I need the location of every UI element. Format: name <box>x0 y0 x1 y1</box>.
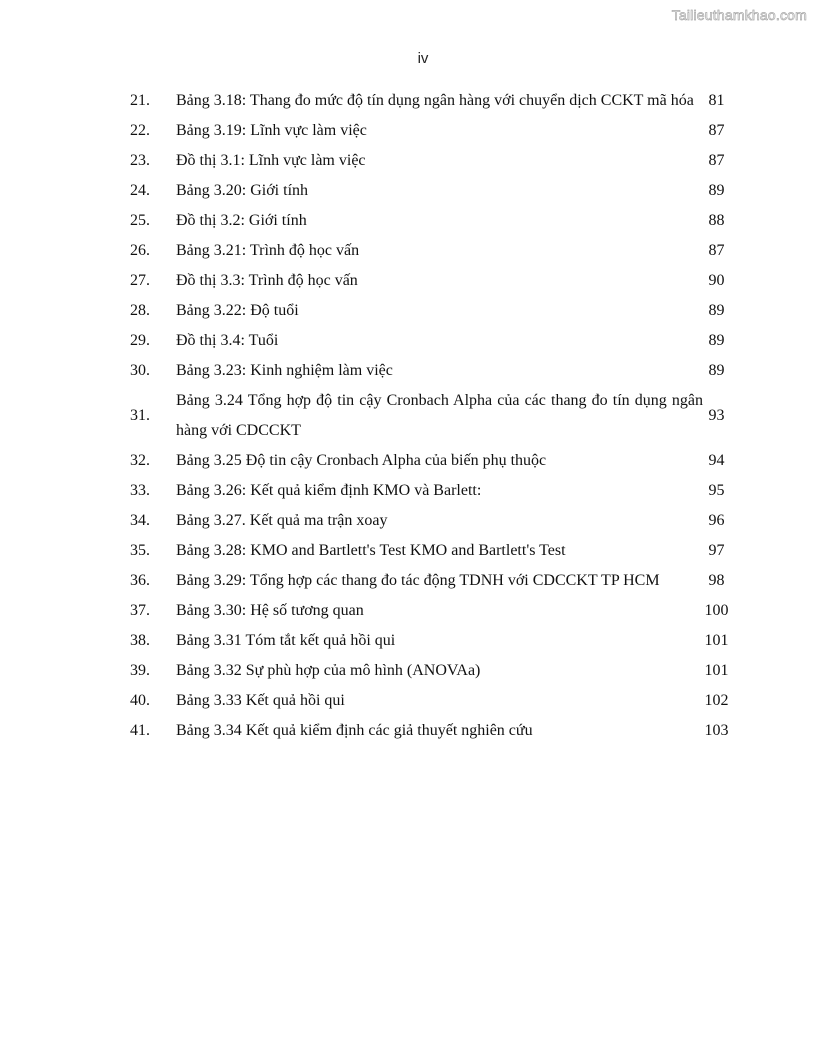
entry-page: 87 <box>708 242 725 259</box>
watermark: Tailieuthamkhao.com <box>671 7 807 23</box>
toc-entry-36 <box>130 566 730 596</box>
entry-title: Bảng 3.20: Giới tính <box>176 182 309 199</box>
entry-page: 87 <box>708 152 725 169</box>
toc-entry-22 <box>130 116 730 146</box>
toc-entry-25 <box>130 206 730 236</box>
entry-page: 81 <box>708 92 725 109</box>
entry-title: Đồ thị 3.4: Tuổi <box>176 332 279 349</box>
entry-number: 33. <box>130 482 150 499</box>
entry-number: 32. <box>130 452 150 469</box>
toc-entry-23 <box>130 146 730 176</box>
entry-number: 38. <box>130 632 150 649</box>
entry-page: 101 <box>704 662 729 679</box>
entry-number: 25. <box>130 212 150 229</box>
entry-page: 94 <box>708 452 725 469</box>
toc-entry-21 <box>130 86 730 116</box>
entry-number: 34. <box>130 512 150 529</box>
toc-entry-38 <box>130 626 730 656</box>
entry-number: 22. <box>130 122 150 139</box>
entry-title: Bảng 3.23: Kinh nghiệm làm việc <box>176 362 393 379</box>
entry-title: Bảng 3.33 Kết quả hồi qui <box>176 692 345 709</box>
entry-page: 95 <box>708 482 725 499</box>
entry-number: 21. <box>130 92 150 109</box>
entry-page: 88 <box>708 212 725 229</box>
table-of-contents <box>130 86 730 746</box>
entry-number: 40. <box>130 692 150 709</box>
entry-page: 102 <box>704 692 729 709</box>
entry-title: Bảng 3.34 Kết quả kiểm định các giả thuyết nghiên cứu <box>176 722 533 739</box>
entry-number: 28. <box>130 302 150 319</box>
entry-title: Bảng 3.30: Hệ số tương quan <box>176 602 364 619</box>
toc-entry-26 <box>130 236 730 266</box>
entry-title: Bảng 3.21: Trình độ học vấn <box>176 242 360 259</box>
entry-page: 90 <box>708 272 725 289</box>
toc-entry-24 <box>130 176 730 206</box>
toc-entry-34 <box>130 506 730 536</box>
entry-title: Bảng 3.18: Thang đo mức độ tín dụng ngân hàng với chuyển dịch CCKT mã hóa <box>176 92 694 109</box>
entry-page: 89 <box>708 182 725 199</box>
entry-number: 23. <box>130 152 150 169</box>
entry-title: Bảng 3.31 Tóm tắt kết quả hồi qui <box>176 632 396 649</box>
entry-page: 89 <box>708 302 725 319</box>
entry-number: 39. <box>130 662 150 679</box>
entry-number: 27. <box>130 272 150 289</box>
entry-page: 89 <box>708 362 725 379</box>
toc-entry-37 <box>130 596 730 626</box>
entry-number: 24. <box>130 182 150 199</box>
toc-entry-40 <box>130 686 730 716</box>
toc-entry-31 <box>130 386 730 446</box>
entry-title: Bảng 3.26: Kết quả kiểm định KMO và Barlett: <box>176 482 482 499</box>
toc-entry-39 <box>130 656 730 686</box>
entry-title: Bảng 3.24 Tổng hợp độ tin cậy Cronbach Alpha của các thang đo tín dụng ngân hàng với CDCCKT <box>176 392 703 439</box>
entry-page: 97 <box>708 542 725 559</box>
entry-page: 100 <box>704 602 729 619</box>
entry-number: 41. <box>130 722 150 739</box>
page-number: iv <box>417 50 429 67</box>
entry-title: Bảng 3.25 Độ tin cậy Cronbach Alpha của biến phụ thuộc <box>176 452 547 469</box>
entry-page: 87 <box>708 122 725 139</box>
entry-title: Bảng 3.28: KMO and Bartlett's Test KMO and Bartlett's Test <box>176 542 566 559</box>
entry-page: 103 <box>704 722 729 739</box>
entry-page: 89 <box>708 332 725 349</box>
toc-entry-30 <box>130 356 730 386</box>
entry-number: 35. <box>130 542 150 559</box>
entry-title: Bảng 3.32 Sự phù hợp của mô hình (ANOVAa) <box>176 662 481 679</box>
entry-number: 31. <box>130 407 150 424</box>
entry-page: 98 <box>708 572 725 589</box>
entry-page: 93 <box>708 407 725 424</box>
entry-number: 30. <box>130 362 150 379</box>
toc-entry-28 <box>130 296 730 326</box>
entry-title: Đồ thị 3.3: Trình độ học vấn <box>176 272 358 289</box>
entry-page: 96 <box>708 512 725 529</box>
entry-number: 29. <box>130 332 150 349</box>
toc-entry-33 <box>130 476 730 506</box>
entry-title: Đồ thị 3.2: Giới tính <box>176 212 307 229</box>
entry-number: 36. <box>130 572 150 589</box>
entry-page: 101 <box>704 632 729 649</box>
entry-title: Bảng 3.19: Lĩnh vực làm việc <box>176 122 367 139</box>
toc-entry-35 <box>130 536 730 566</box>
entry-number: 37. <box>130 602 150 619</box>
toc-entry-27 <box>130 266 730 296</box>
entry-title: Bảng 3.27. Kết quả ma trận xoay <box>176 512 388 529</box>
entry-number: 26. <box>130 242 150 259</box>
entry-title: Bảng 3.29: Tổng hợp các thang đo tác động TDNH với CDCCKT TP HCM <box>176 572 660 589</box>
entry-title: Đồ thị 3.1: Lĩnh vực làm việc <box>176 152 366 169</box>
toc-entry-41 <box>130 716 730 746</box>
toc-entry-29 <box>130 326 730 356</box>
entry-title: Bảng 3.22: Độ tuổi <box>176 302 299 319</box>
toc-entry-32 <box>130 446 730 476</box>
